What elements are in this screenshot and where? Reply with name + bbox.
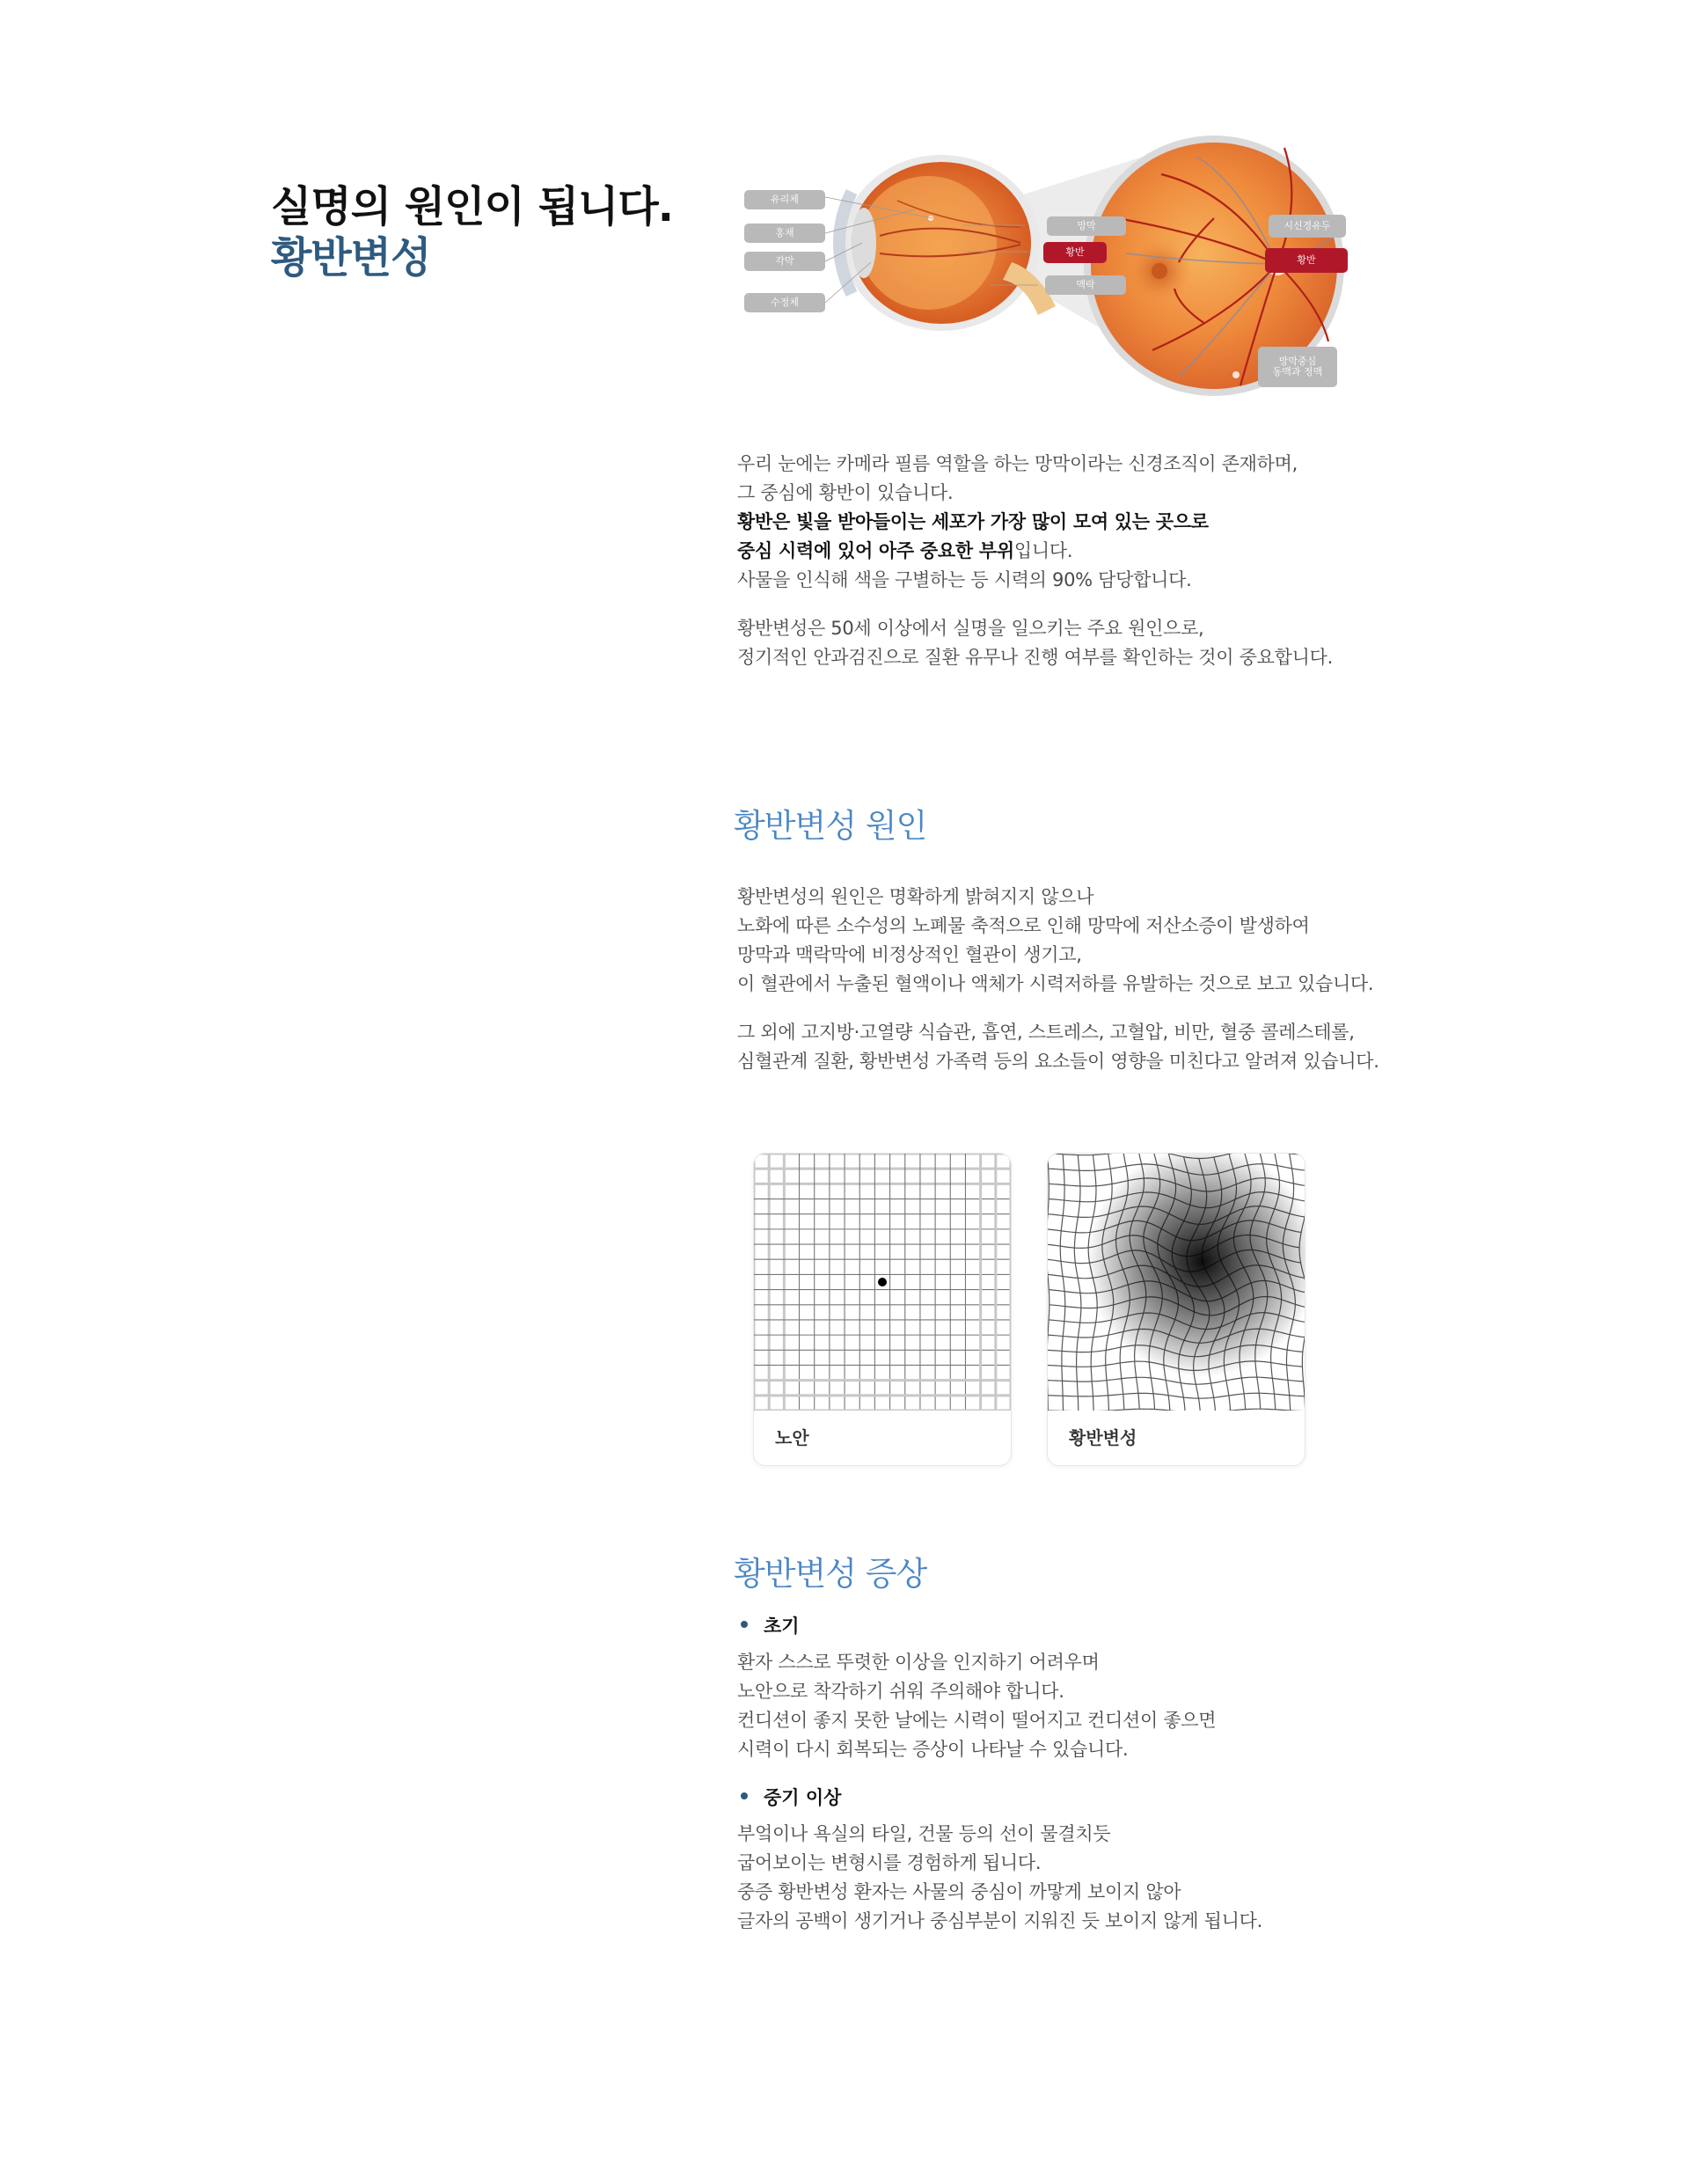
mid-line: 글자의 공백이 생기거나 중심부분이 지워진 듯 보이지 않게 됩니다. (737, 1910, 1262, 1931)
intro-line-end: 입니다. (1013, 540, 1073, 561)
mid-line: 중증 황반변성 환자는 사물의 중심이 까맣게 보이지 않아 (737, 1881, 1181, 1902)
early-line: 컨디션이 좋지 못한 날에는 시력이 떨어지고 컨디션이 좋으면 (737, 1710, 1217, 1731)
label-macula: 황반 (1043, 242, 1107, 263)
early-stage-heading: 초기 (741, 1612, 800, 1638)
causes-line: 이 혈관에서 누출된 혈액이나 액체가 시력저하를 유발하는 것으로 보고 있습니다. (737, 973, 1374, 994)
intro-line: 그 중심에 황반이 있습니다. (737, 482, 954, 503)
mid-stage-paragraph (737, 1820, 1262, 1936)
amsler-grid-normal (754, 1154, 1011, 1411)
intro-line: 황반변성은 50세 이상에서 실명을 일으키는 주요 원인으로, (737, 618, 1204, 639)
macular-degeneration-label: 황반변성 (1069, 1427, 1137, 1448)
mid-stage-heading: 중기 이상 (741, 1784, 841, 1810)
label-vitreous: 유리체 (744, 190, 825, 209)
intro-line: 우리 눈에는 카메라 필름 역할을 하는 망막이라는 신경조직이 존재하며, (737, 453, 1298, 474)
dark-spot (1048, 1154, 1305, 1411)
early-stage-paragraph (737, 1648, 1216, 1764)
mid-line: 부엌이나 욕실의 타일, 건물 등의 선이 물결치듯 (737, 1823, 1111, 1844)
macular-degeneration-card (1047, 1153, 1305, 1466)
causes-heading: 황반변성 원인 (734, 807, 927, 845)
normal-vision-card (753, 1153, 1012, 1466)
label-optic-disc: 시신경유두 (1269, 215, 1346, 238)
intro-line: 정기적인 안과검진으로 질환 유무나 진행 여부를 확인하는 것이 중요합니다. (737, 647, 1333, 668)
causes-line: 노화에 따른 소수성의 노폐물 축적으로 인해 망막에 저산소증이 발생하여 (737, 915, 1310, 936)
label-lens: 수정체 (744, 293, 825, 312)
early-line: 환자 스스로 뚜렷한 이상을 인지하기 어려우며 (737, 1652, 1100, 1673)
causes-line: 황반변성의 원인은 명확하게 밝혀지지 않으나 (737, 886, 1094, 907)
causes-paragraph (737, 883, 1379, 1076)
early-line: 시력이 다시 회복되는 증상이 나타날 수 있습니다. (737, 1739, 1129, 1760)
causes-line: 그 외에 고지방·고열량 식습관, 흡연, 스트레스, 고혈압, 비만, 혈중 콜레스테롤, (737, 1022, 1355, 1043)
label-cornea: 각막 (744, 252, 825, 271)
intro-bold-line: 황반은 빛을 받아들이는 세포가 가장 많이 모여 있는 곳으로 (737, 511, 1209, 532)
label-macula-right: 황반 (1265, 248, 1348, 273)
intro-paragraph (737, 450, 1333, 672)
label-retina: 망막 (1047, 216, 1126, 236)
center-dot (878, 1278, 887, 1286)
label-iris: 홍채 (744, 224, 825, 243)
normal-vision-label: 노안 (775, 1427, 809, 1448)
early-line: 노안으로 착각하기 쉬워 주의해야 합니다. (737, 1681, 1064, 1702)
page-subtitle: 황반변성 (271, 233, 431, 282)
label-central-vessels (1258, 347, 1337, 387)
amsler-grid-distorted (1048, 1154, 1305, 1411)
label-choroid: 맥락 (1045, 275, 1126, 295)
mid-line: 굽어보이는 변형시를 경험하게 됩니다. (737, 1852, 1042, 1873)
page-title: 실명의 원인이 됩니다. (271, 182, 673, 231)
label-central-vessels-line2: 동맥과 정맥 (1272, 366, 1323, 377)
eye-anatomy-illustration (739, 130, 1355, 403)
symptoms-heading: 황반변성 증상 (734, 1555, 927, 1593)
causes-line: 망막과 맥락막에 비정상적인 혈관이 생기고, (737, 944, 1082, 965)
intro-line: 사물을 인식해 색을 구별하는 등 시력의 90% 담당합니다. (737, 569, 1192, 590)
label-central-vessels-line1: 망막중심 (1278, 355, 1317, 367)
causes-line: 심혈관계 질환, 황반변성 가족력 등의 요소들이 영향을 미친다고 알려져 있습니다. (737, 1051, 1379, 1072)
intro-bold-phrase: 중심 시력에 있어 아주 중요한 부위 (737, 540, 1014, 561)
